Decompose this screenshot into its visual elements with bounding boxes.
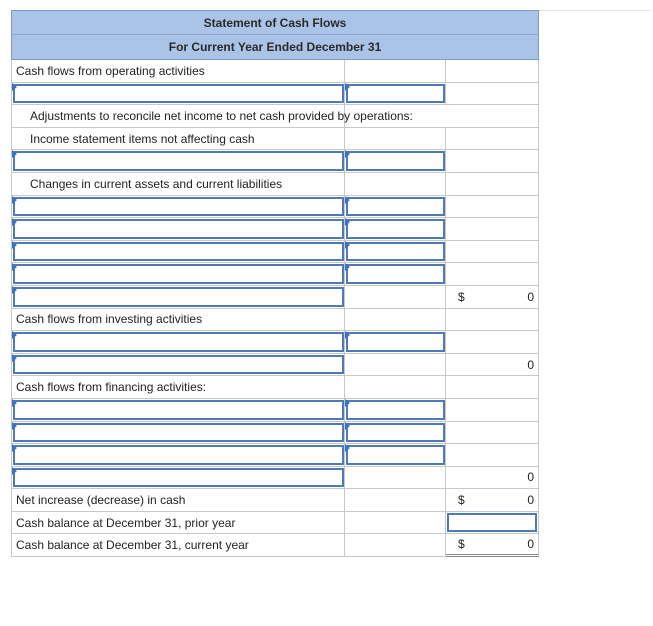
empty-cell bbox=[345, 512, 446, 535]
empty-cell bbox=[446, 399, 539, 422]
dropdown-marker-icon bbox=[345, 150, 350, 158]
operating-label: Cash flows from operating activities bbox=[11, 60, 345, 83]
income-input-row bbox=[11, 150, 539, 173]
investing-total-row bbox=[11, 354, 539, 377]
current-balance-row bbox=[11, 534, 539, 557]
empty-cell bbox=[345, 60, 446, 83]
financing-amount-input-3[interactable] bbox=[345, 444, 446, 467]
dropdown-marker-icon bbox=[12, 218, 17, 226]
income-item-select[interactable] bbox=[11, 150, 345, 173]
top-divider bbox=[539, 10, 651, 11]
income-amount-input[interactable] bbox=[345, 150, 446, 173]
cash-flow-statement bbox=[11, 10, 539, 557]
dropdown-marker-icon bbox=[345, 422, 350, 430]
financing-header-row bbox=[11, 376, 539, 399]
adjustments-label bbox=[11, 105, 413, 128]
dropdown-marker-icon bbox=[12, 354, 17, 362]
prior-balance-input[interactable] bbox=[446, 512, 539, 535]
operating-total-select[interactable] bbox=[11, 286, 345, 309]
empty-cell bbox=[446, 105, 539, 128]
financing-amount-input-1[interactable] bbox=[345, 399, 446, 422]
empty-cell bbox=[446, 83, 539, 106]
empty-cell bbox=[446, 422, 539, 445]
dropdown-marker-icon bbox=[12, 422, 17, 430]
empty-cell bbox=[345, 105, 446, 128]
currency-symbol: $ bbox=[458, 537, 465, 552]
net-change-label: Net increase (decrease) in cash bbox=[11, 489, 345, 512]
financing-item-select-2[interactable] bbox=[11, 422, 345, 445]
empty-cell bbox=[446, 218, 539, 241]
dropdown-marker-icon bbox=[12, 241, 17, 249]
changes-input-row-1 bbox=[11, 196, 539, 219]
investing-amount-input-1[interactable] bbox=[345, 331, 446, 354]
empty-cell bbox=[446, 241, 539, 264]
changes-item-select-4[interactable] bbox=[11, 263, 345, 286]
dropdown-marker-icon bbox=[345, 331, 350, 339]
empty-cell bbox=[446, 444, 539, 467]
changes-item-select-2[interactable] bbox=[11, 218, 345, 241]
changes-input-row-2 bbox=[11, 218, 539, 241]
investing-total-select[interactable] bbox=[11, 354, 345, 377]
operating-total-value: 0 bbox=[527, 289, 534, 304]
dropdown-marker-icon bbox=[12, 444, 17, 452]
empty-cell bbox=[446, 309, 539, 332]
empty-cell bbox=[345, 128, 446, 151]
empty-cell bbox=[446, 263, 539, 286]
net-change-cell bbox=[446, 489, 539, 512]
empty-cell bbox=[345, 467, 446, 490]
financing-label: Cash flows from financing activities: bbox=[11, 376, 345, 399]
investing-item-select-1[interactable] bbox=[11, 331, 345, 354]
current-balance-label: Cash balance at December 31, current year bbox=[11, 534, 345, 557]
financing-total-cell bbox=[446, 467, 539, 490]
empty-cell bbox=[446, 150, 539, 173]
empty-cell bbox=[345, 309, 446, 332]
adjustments-text: Adjustments to reconcile net income to net cash provided by operations: bbox=[30, 108, 413, 123]
dropdown-marker-icon bbox=[12, 467, 17, 475]
prior-balance-label: Cash balance at December 31, prior year bbox=[11, 512, 345, 535]
empty-cell bbox=[446, 173, 539, 196]
changes-amount-input-3[interactable] bbox=[345, 241, 446, 264]
investing-label: Cash flows from investing activities bbox=[11, 309, 345, 332]
financing-total-select[interactable] bbox=[11, 467, 345, 490]
changes-item-select-3[interactable] bbox=[11, 241, 345, 264]
current-balance-value: 0 bbox=[527, 537, 534, 552]
dropdown-marker-icon bbox=[12, 196, 17, 204]
empty-cell bbox=[345, 534, 446, 557]
prior-balance-row bbox=[11, 512, 539, 535]
dropdown-marker-icon bbox=[345, 196, 350, 204]
investing-total-cell bbox=[446, 354, 539, 377]
operating-header-row bbox=[11, 60, 539, 83]
income-items-label: Income statement items not affecting cash bbox=[11, 128, 345, 151]
financing-total-value: 0 bbox=[527, 470, 534, 485]
dropdown-marker-icon bbox=[345, 83, 350, 91]
operating-input-row-1 bbox=[11, 83, 539, 106]
dropdown-marker-icon bbox=[345, 241, 350, 249]
empty-cell bbox=[345, 173, 446, 196]
empty-cell bbox=[345, 354, 446, 377]
currency-symbol: $ bbox=[458, 289, 465, 304]
empty-cell bbox=[345, 376, 446, 399]
investing-total-value: 0 bbox=[527, 357, 534, 372]
current-balance-cell bbox=[446, 534, 539, 557]
financing-input-row-1 bbox=[11, 399, 539, 422]
operating-total-row bbox=[11, 286, 539, 309]
investing-input-row-1 bbox=[11, 331, 539, 354]
net-change-row bbox=[11, 489, 539, 512]
operating-total-cell bbox=[446, 286, 539, 309]
empty-cell bbox=[345, 286, 446, 309]
net-change-value: 0 bbox=[527, 493, 534, 508]
changes-amount-input-2[interactable] bbox=[345, 218, 446, 241]
financing-item-select-1[interactable] bbox=[11, 399, 345, 422]
income-items-row bbox=[11, 128, 539, 151]
empty-cell bbox=[446, 60, 539, 83]
investing-header-row bbox=[11, 309, 539, 332]
dropdown-marker-icon bbox=[12, 83, 17, 91]
changes-amount-input-1[interactable] bbox=[345, 196, 446, 219]
dropdown-marker-icon bbox=[12, 331, 17, 339]
dropdown-marker-icon bbox=[12, 286, 17, 294]
dropdown-marker-icon bbox=[345, 263, 350, 271]
changes-label: Changes in current assets and current liabilities bbox=[11, 173, 345, 196]
statement-period: For Current Year Ended December 31 bbox=[11, 34, 539, 60]
empty-cell bbox=[446, 128, 539, 151]
changes-input-row-4 bbox=[11, 263, 539, 286]
empty-cell bbox=[446, 376, 539, 399]
changes-row bbox=[11, 173, 539, 196]
dropdown-marker-icon bbox=[12, 399, 17, 407]
changes-item-select-1[interactable] bbox=[11, 196, 345, 219]
dropdown-marker-icon bbox=[12, 263, 17, 271]
financing-total-row bbox=[11, 467, 539, 490]
currency-symbol: $ bbox=[458, 493, 465, 508]
empty-cell bbox=[446, 331, 539, 354]
financing-item-select-3[interactable] bbox=[11, 444, 345, 467]
operating-item-select-1[interactable] bbox=[11, 83, 345, 106]
dropdown-marker-icon bbox=[345, 218, 350, 226]
dropdown-marker-icon bbox=[345, 444, 350, 452]
financing-amount-input-2[interactable] bbox=[345, 422, 446, 445]
empty-cell bbox=[446, 196, 539, 219]
operating-amount-input-1[interactable] bbox=[345, 83, 446, 106]
statement-title: Statement of Cash Flows bbox=[11, 10, 539, 34]
changes-amount-input-4[interactable] bbox=[345, 263, 446, 286]
adjustments-row bbox=[11, 105, 539, 128]
financing-input-row-3 bbox=[11, 444, 539, 467]
empty-cell bbox=[345, 489, 446, 512]
financing-input-row-2 bbox=[11, 422, 539, 445]
dropdown-marker-icon bbox=[345, 399, 350, 407]
dropdown-marker-icon bbox=[12, 150, 17, 158]
changes-input-row-3 bbox=[11, 241, 539, 264]
